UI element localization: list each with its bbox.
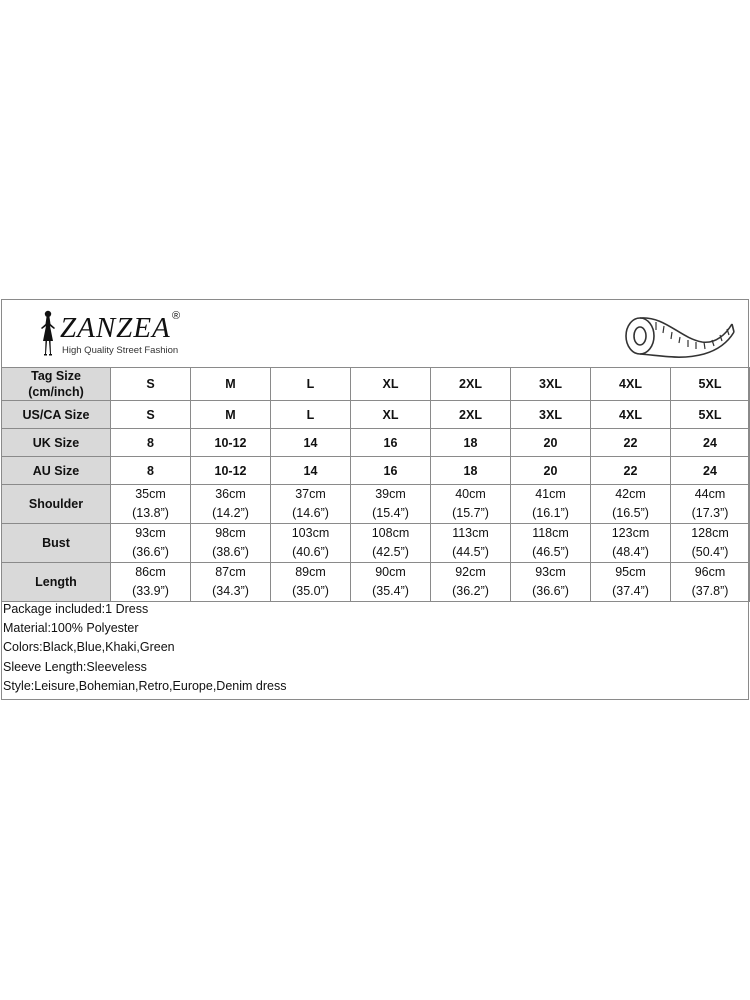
shoulder-cell: 44cm (17.3”) [671,485,750,524]
shoulder-cell: 42cm (16.5”) [591,485,671,524]
bust-cell: 128cm (50.4”) [671,524,750,563]
tag-size-label: Tag Size (cm/inch) [2,368,111,401]
bust-cell: 123cm (48.4”) [591,524,671,563]
length-cell: 95cm (37.4”) [591,563,671,602]
bust-cell: 98cm (38.6”) [191,524,271,563]
us-ca-cell: 2XL [431,401,511,429]
shoulder-cell: 40cm (15.7”) [431,485,511,524]
size-cell: XL [351,368,431,401]
size-cell: 4XL [591,368,671,401]
uk-cell: 22 [591,429,671,457]
au-row [2,457,750,485]
au-cell: 24 [671,457,750,485]
tag-size-row [2,368,750,401]
registered-mark: ® [172,310,181,322]
uk-cell: 16 [351,429,431,457]
product-info [3,600,286,696]
shoulder-label: Shoulder [2,485,111,524]
bust-cell: 93cm (36.6”) [111,524,191,563]
us-ca-cell: 5XL [671,401,750,429]
brand-name: ZANZEA [60,312,171,344]
package-info: Package included:1 Dress [3,602,149,616]
au-cell: 10-12 [191,457,271,485]
chart-header [2,300,748,367]
colors-info: Colors:Black,Blue,Khaki,Green [3,640,175,655]
us-ca-cell: M [191,401,271,429]
size-table [1,367,750,602]
size-cell: 3XL [511,368,591,401]
us-ca-cell: S [111,401,191,429]
uk-row [2,429,750,457]
uk-cell: 14 [271,429,351,457]
size-chart-sheet [1,299,749,700]
au-cell: 22 [591,457,671,485]
shoulder-cell: 39cm (15.4”) [351,485,431,524]
uk-cell: 10-12 [191,429,271,457]
us-ca-cell: XL [351,401,431,429]
bust-cell: 103cm (40.6”) [271,524,351,563]
size-cell: S [111,368,191,401]
shoulder-row [2,485,750,524]
length-cell: 86cm (33.9”) [111,563,191,602]
length-cell: 92cm (36.2”) [431,563,511,602]
us-ca-cell: L [271,401,351,429]
bust-cell: 113cm (44.5”) [431,524,511,563]
length-cell: 87cm (34.3”) [191,563,271,602]
length-row [2,563,750,602]
us-ca-label: US/CA Size [2,401,111,429]
shoulder-cell: 36cm (14.2”) [191,485,271,524]
length-cell: 96cm (37.8”) [671,563,750,602]
bust-label: Bust [2,524,111,563]
length-cell: 90cm (35.4”) [351,563,431,602]
length-cell: 93cm (36.6”) [511,563,591,602]
length-cell: 89cm (35.0”) [271,563,351,602]
size-cell: 2XL [431,368,511,401]
shoulder-cell: 35cm (13.8”) [111,485,191,524]
us-ca-cell: 3XL [511,401,591,429]
bust-cell: 108cm (42.5”) [351,524,431,563]
sleeve-info: Sleeve Length:Sleeveless [3,659,147,674]
bust-cell: 118cm (46.5”) [511,524,591,563]
au-cell: 20 [511,457,591,485]
style-info: Style:Leisure,Bohemian,Retro,Europe,Denim dress [3,678,287,693]
shoulder-cell: 41cm (16.1”) [511,485,591,524]
au-cell: 8 [111,457,191,485]
au-cell: 18 [431,457,511,485]
brand-tagline: High Quality Street Fashion [62,345,179,356]
material-info: Material:100% Polyester [3,621,139,636]
us-ca-row [2,401,750,429]
size-cell: M [191,368,271,401]
au-label: AU Size [2,457,111,485]
shoulder-cell: 37cm (14.6”) [271,485,351,524]
measuring-tape-icon [620,308,738,362]
uk-cell: 20 [511,429,591,457]
size-cell: L [271,368,351,401]
uk-label: UK Size [2,429,111,457]
us-ca-cell: 4XL [591,401,671,429]
size-cell: 5XL [671,368,750,401]
uk-cell: 8 [111,429,191,457]
dress-silhouette-icon [36,308,60,360]
uk-cell: 18 [431,429,511,457]
au-cell: 14 [271,457,351,485]
uk-cell: 24 [671,429,750,457]
length-label: Length [2,563,111,602]
brand-logo [36,308,196,360]
au-cell: 16 [351,457,431,485]
bust-row [2,524,750,563]
